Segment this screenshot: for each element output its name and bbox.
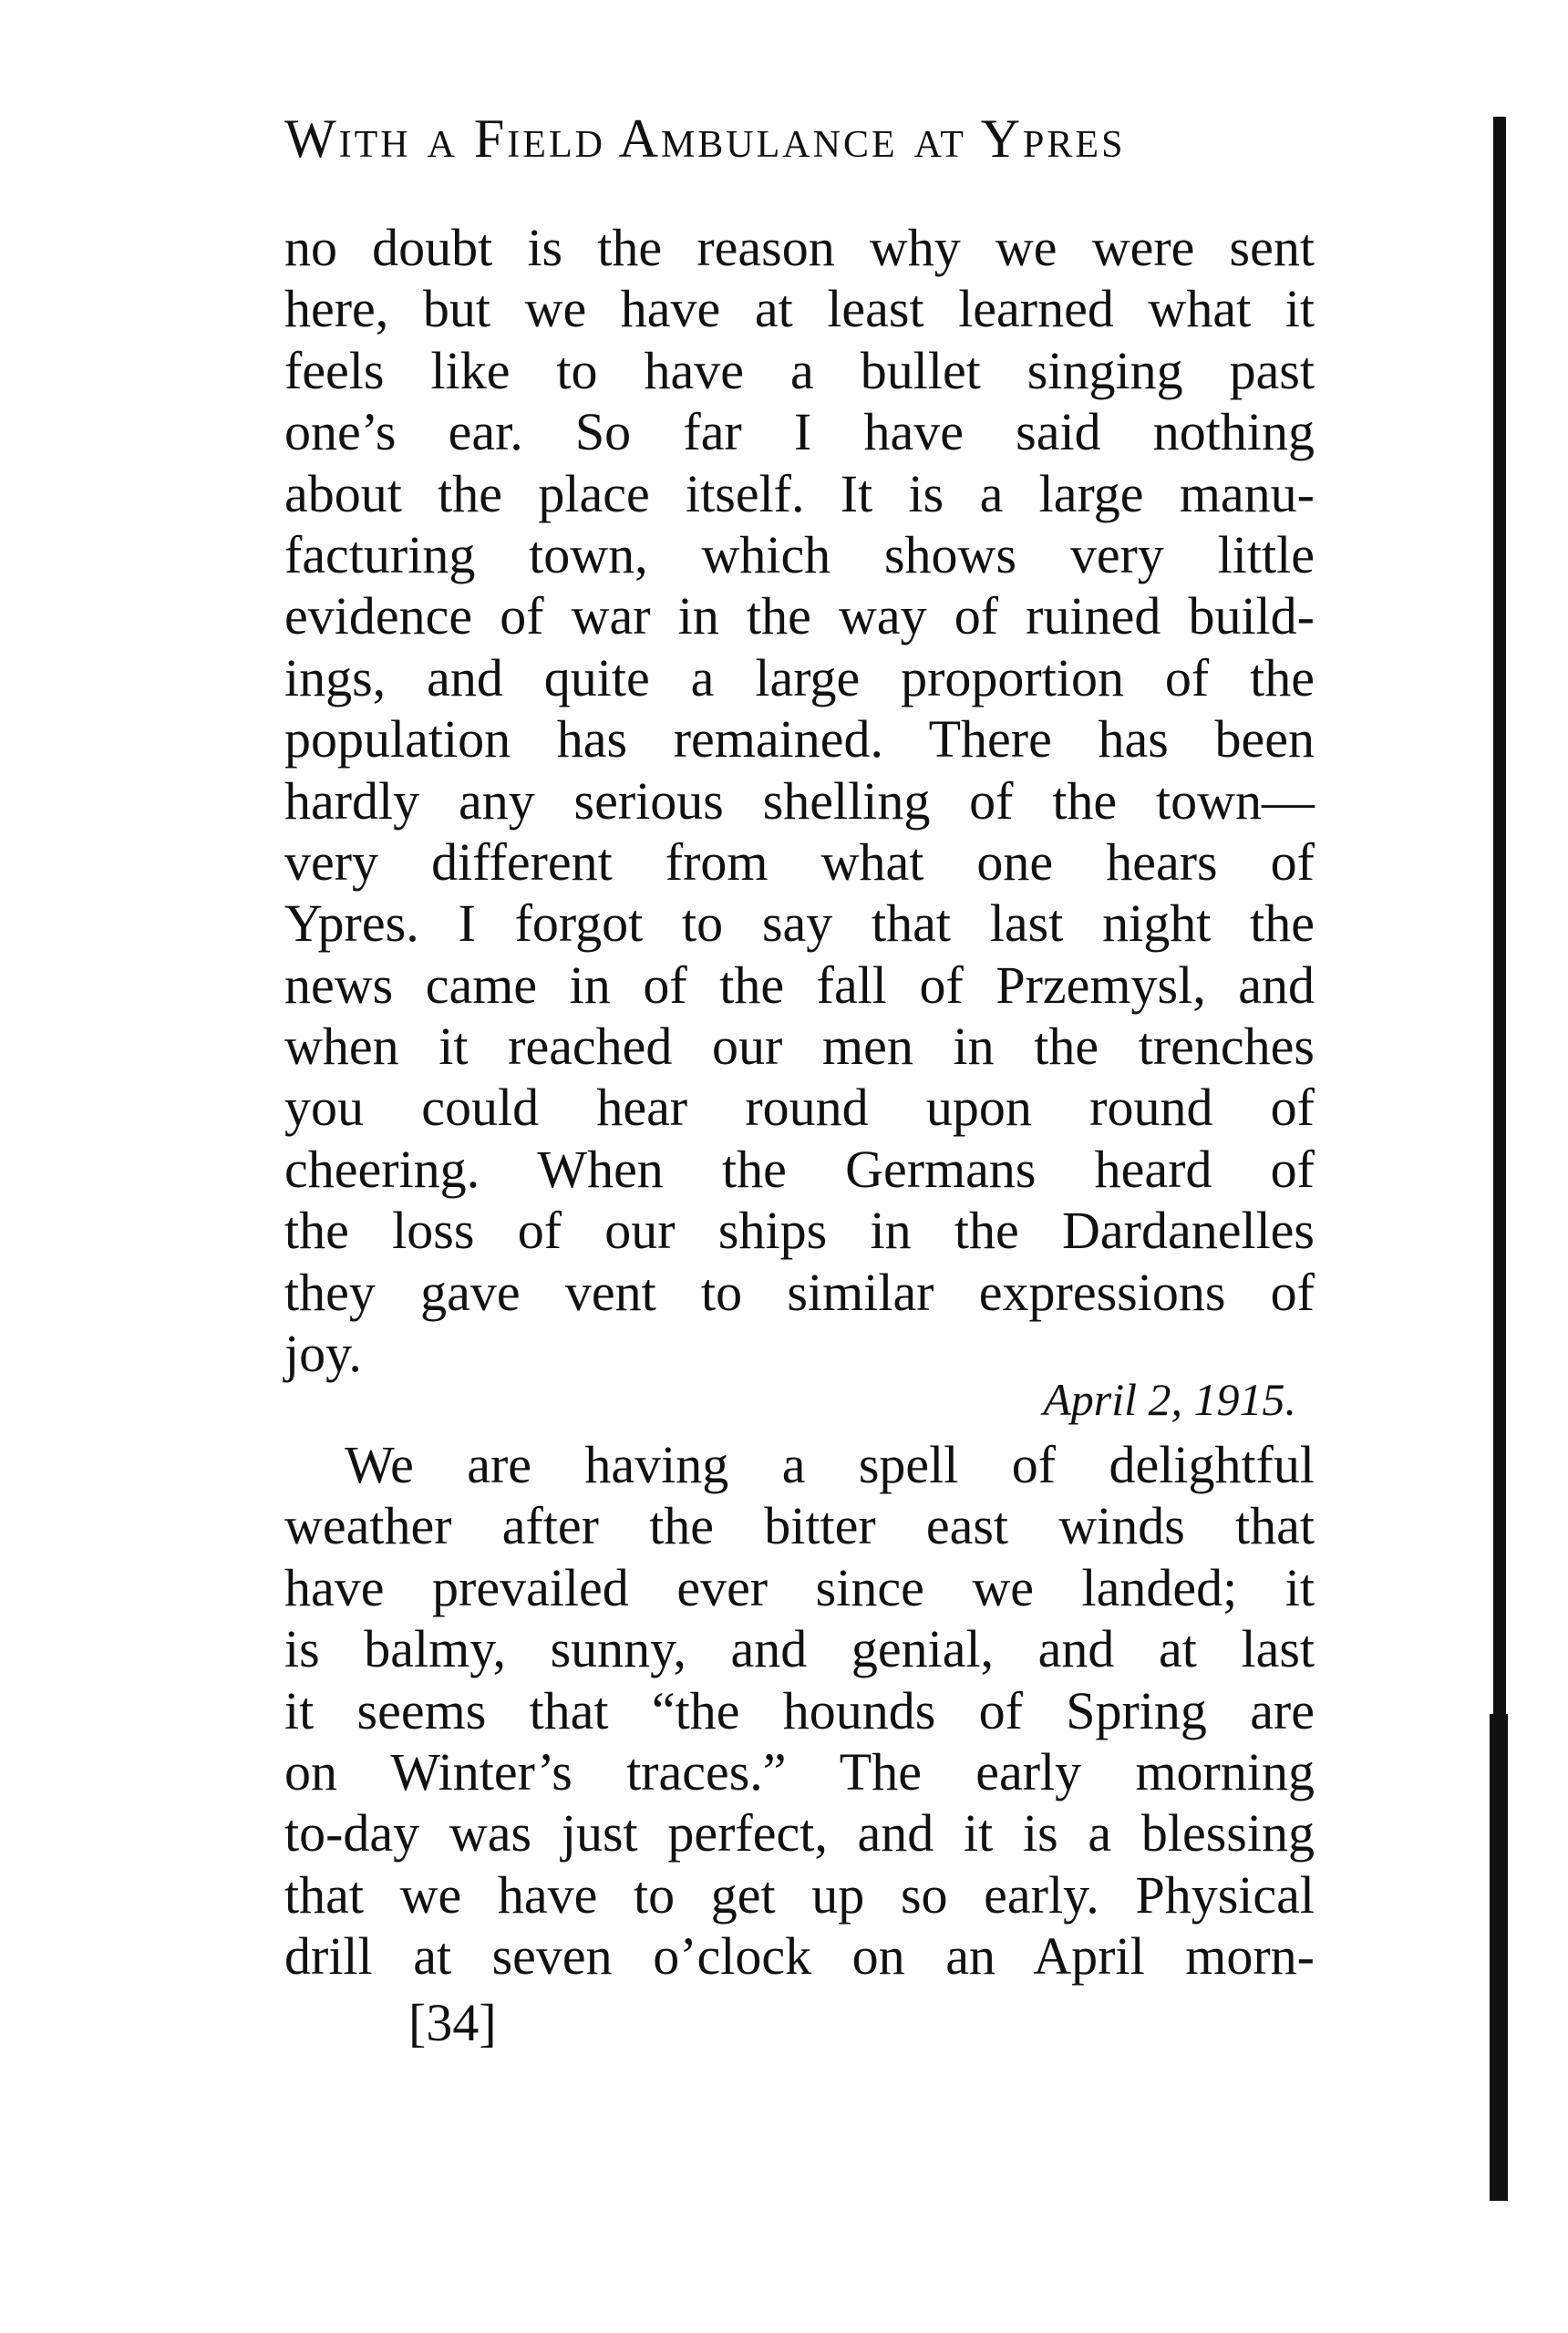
paragraph-2 [284, 1434, 1315, 1987]
text-line: no doubt is the reason why we were sent [284, 218, 1315, 277]
text-line: it seems that “the hounds of Spring are [284, 1680, 1315, 1740]
text-line: joy. [284, 1324, 362, 1384]
text-line: when it reached our men in the trenches [284, 1017, 1315, 1077]
text-line: hardly any serious shelling of the town— [284, 770, 1315, 831]
text-line: on Winter’s traces.” The early morning [284, 1741, 1315, 1801]
text-line: you could hear round upon round of [284, 1078, 1315, 1138]
paragraph-1 [284, 217, 1315, 1384]
text-line: evidence of war in the way of ruined build- [284, 586, 1315, 646]
page-edge-shadow-lower [1490, 1714, 1508, 2201]
text-line: they gave vent to similar expressions of [284, 1262, 1315, 1322]
text-line: facturing town, which shows very little [284, 524, 1315, 584]
text-line: population has remained. There has been [284, 709, 1315, 769]
text-line: have prevailed ever since we landed; it [284, 1557, 1315, 1617]
text-line: is balmy, sunny, and genial, and at last [284, 1619, 1315, 1679]
text-line: Ypres. I forgot to say that last night the [284, 893, 1315, 954]
text-line: that we have to get up so early. Physical [284, 1864, 1315, 1925]
page-number: [34] [408, 1993, 497, 2052]
dateline: April 2, 1915. [1043, 1374, 1296, 1425]
running-head: With a Field Ambulance at Ypres [284, 108, 1126, 169]
text-line: one’s ear. So far I have said nothing [284, 402, 1315, 462]
text-line: to-day was just perfect, and it is a blessing [284, 1803, 1315, 1863]
text-line: drill at seven o’clock on an April morn- [284, 1926, 1315, 1987]
text-line: about the place itself. It is a large manu- [284, 463, 1315, 523]
text-line: very different from what one hears of [284, 831, 1315, 892]
text-line: ings, and quite a large proportion of the [284, 647, 1315, 707]
text-line: weather after the bitter east winds that [284, 1496, 1315, 1556]
text-line: news came in of the fall of Przemysl, and [284, 955, 1315, 1015]
text-line: feels like to have a bullet singing past [284, 340, 1315, 400]
text-line: We are having a spell of delightful [345, 1435, 1315, 1494]
text-line: the loss of our ships in the Dardanelles [284, 1201, 1315, 1261]
text-line: here, but we have at least learned what it [284, 279, 1315, 339]
text-line: cheering. When the Germans heard of [284, 1139, 1315, 1199]
